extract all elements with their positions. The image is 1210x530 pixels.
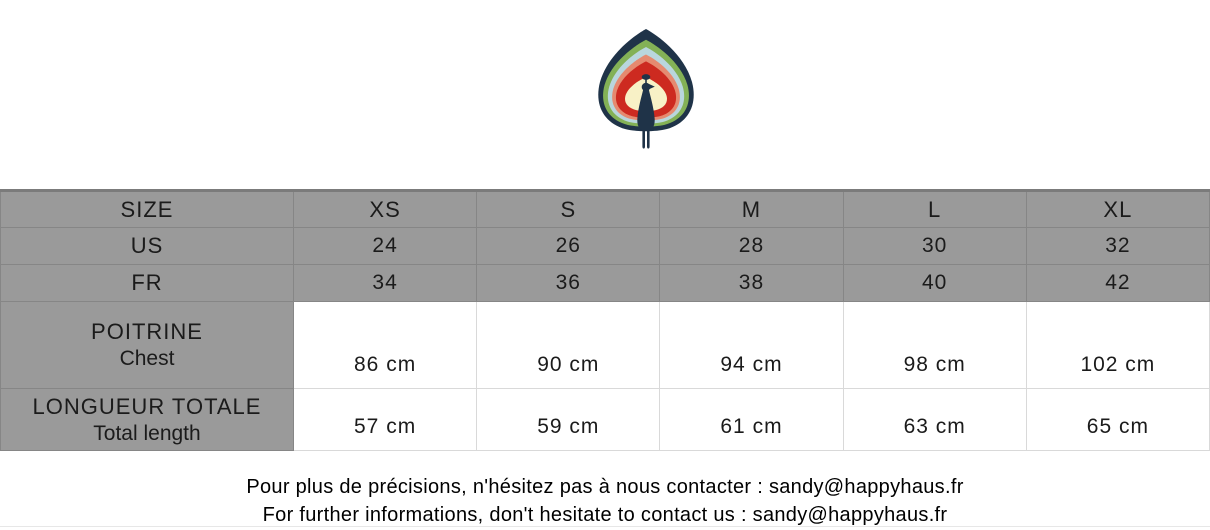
chest-label-fr: POITRINE [91, 319, 203, 344]
chest-value-cell: 90 cm [477, 302, 660, 389]
total-length-row [1, 389, 1210, 451]
fr-size-cell: 38 [660, 265, 843, 302]
chest-value-cell: 98 cm [843, 302, 1026, 389]
length-label-en: Total length [93, 421, 201, 445]
row-label-chest [1, 302, 294, 389]
chest-value-cell: 94 cm [660, 302, 843, 389]
col-header-s: S [477, 191, 660, 228]
us-size-cell: 26 [477, 228, 660, 265]
bottom-divider [0, 526, 1210, 527]
fr-size-cell: 36 [477, 265, 660, 302]
us-size-cell: 28 [660, 228, 843, 265]
us-size-cell: 30 [843, 228, 1026, 265]
us-size-cell: 32 [1026, 228, 1209, 265]
col-header-xl: XL [1026, 191, 1209, 228]
brand-logo [592, 26, 700, 152]
footer-line-en: For further informations, don't hesitate to contact us : sandy@happyhaus.fr [262, 504, 948, 526]
fr-sizes-row [1, 265, 1210, 302]
row-label-us: US [1, 228, 294, 265]
length-value-cell: 59 cm [477, 389, 660, 451]
chest-value-cell: 102 cm [1026, 302, 1209, 389]
length-label-fr: LONGUEUR TOTALE [32, 393, 262, 419]
us-sizes-row [1, 228, 1210, 265]
fr-size-cell: 34 [294, 265, 477, 302]
size-header-row [1, 191, 1210, 228]
row-label-fr: FR [1, 265, 294, 302]
col-header-l: L [843, 191, 1026, 228]
length-value-cell: 65 cm [1026, 389, 1209, 451]
length-value-cell: 61 cm [660, 389, 843, 451]
fr-size-cell: 40 [843, 265, 1026, 302]
peacock-logo-svg [592, 26, 700, 152]
contact-footer [0, 452, 1210, 530]
chest-label-en: Chest [119, 347, 175, 370]
chest-row [1, 302, 1210, 389]
length-value-cell: 57 cm [294, 389, 477, 451]
length-value-cell: 63 cm [843, 389, 1026, 451]
header-size-label: SIZE [1, 191, 294, 228]
chest-value-cell: 86 cm [294, 302, 477, 389]
fr-size-cell: 42 [1026, 265, 1209, 302]
col-header-xs: XS [294, 191, 477, 228]
size-chart-table [0, 189, 1210, 451]
us-size-cell: 24 [294, 228, 477, 265]
col-header-m: M [660, 191, 843, 228]
row-label-length [1, 389, 294, 451]
footer-line-fr: Pour plus de précisions, n'hésitez pas à nous contacter : sandy@happyhaus.fr [246, 476, 964, 498]
